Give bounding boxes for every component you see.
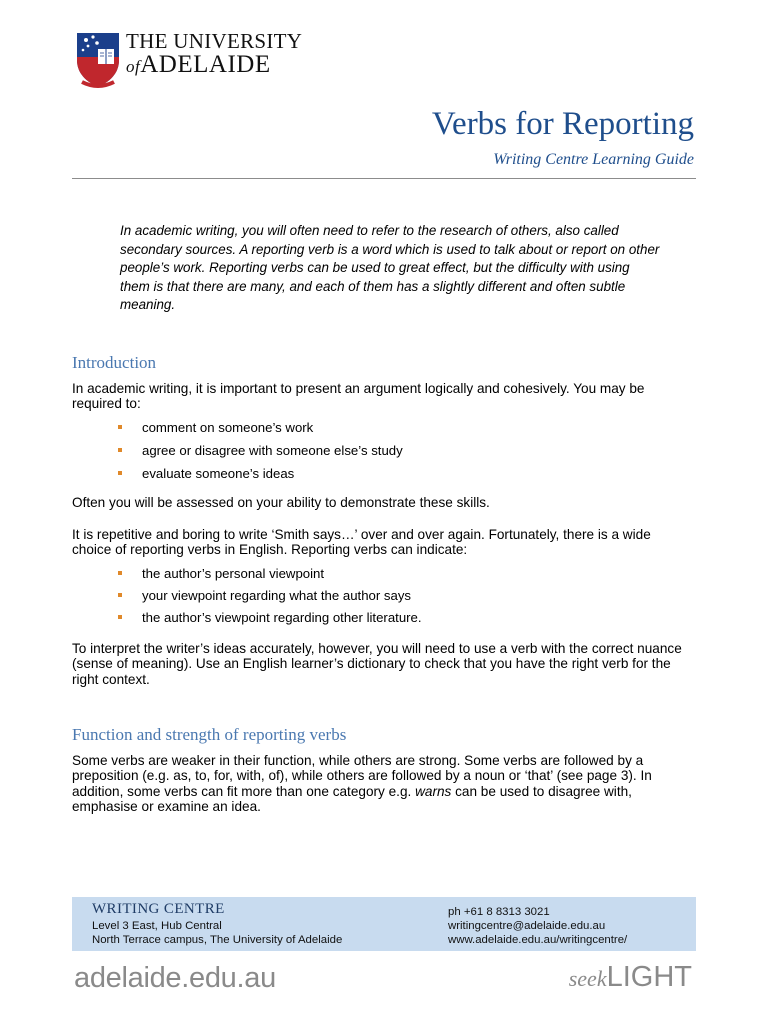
list-item-text: agree or disagree with someone else’s study (142, 443, 403, 458)
function-heading: Function and strength of reporting verbs (72, 725, 347, 744)
function-text: Some verbs are weaker in their function, while others are strong. Some verbs are followed by a preposition (e.g. as, to, for, with, of), while others are followed by a noun or ‘that’ (see page 3). In addition, some verbs can fit more than one category e.g. (72, 753, 652, 799)
footer-email[interactable]: writingcentre@adelaide.edu.au (448, 920, 606, 932)
skills-list (118, 420, 403, 489)
bullet-icon (118, 615, 122, 619)
list-item-text: the author’s viewpoint regarding other literature. (142, 610, 422, 625)
footer-address (92, 919, 342, 947)
list-item (118, 588, 422, 610)
university-logo (74, 29, 303, 94)
function-emphasis: warns (415, 783, 452, 799)
assessment-paragraph: Often you will be assessed on your ability to demonstrate these skills. (72, 495, 490, 510)
site-url[interactable]: adelaide.edu.au (74, 962, 276, 994)
list-item (118, 610, 422, 632)
bullet-icon (118, 471, 122, 475)
list-item (118, 466, 403, 489)
footer-unit-name: WRITING CENTRE (92, 901, 225, 917)
tagline-light: LIGHT (606, 961, 692, 993)
bullet-icon (118, 593, 122, 597)
footer-address-line: North Terrace campus, The University of Adelaide (92, 934, 343, 946)
footer-contact-band (72, 897, 696, 951)
footer-phone: ph +61 8 8313 3021 (448, 906, 550, 918)
logo-adelaide: ADELAIDE (140, 51, 271, 78)
logo-line-adelaide (126, 52, 302, 80)
list-item (118, 420, 403, 443)
footer-address-line: Level 3 East, Hub Central (92, 920, 222, 932)
nuance-paragraph: To interpret the writer’s ideas accurately, however, you will need to use a verb with the correct nuance (sense of meaning). Use an English learner’s dictionary to check that you have the right verb for the right context. (72, 641, 682, 687)
bullet-icon (118, 571, 122, 575)
tagline-seek: seek (568, 966, 607, 991)
logo-line-university: THE UNIVERSITY (126, 29, 303, 53)
bullet-icon (118, 425, 122, 429)
introduction-lead: In academic writing, it is important to present an argument logically and cohesively. You may be required to: (72, 381, 645, 412)
list-item (118, 566, 422, 588)
introduction-heading: Introduction (72, 353, 157, 372)
bullet-icon (118, 448, 122, 452)
repetitive-paragraph: It is repetitive and boring to write ‘Smith says…’ over and over again. Fortunately, there is a wide choice of reporting verbs in English. Reporting verbs can indicate: (72, 527, 651, 558)
list-item-text: the author’s personal viewpoint (142, 566, 325, 581)
list-item-text: evaluate someone’s ideas (142, 466, 295, 481)
title-divider (72, 178, 696, 179)
list-item-text: comment on someone’s work (142, 420, 314, 435)
document-subtitle: Writing Centre Learning Guide (493, 151, 694, 168)
viewpoints-list (118, 566, 422, 632)
tagline (569, 961, 692, 994)
university-crest-icon (74, 30, 122, 92)
document-title: Verbs for Reporting (431, 106, 694, 142)
abstract-paragraph: In academic writing, you will often need to refer to the research of others, also called secondary sources. A reporting verb is a word which is used to talk about or report on other people’s work. Reporting verbs can be used to great effect, but the difficulty with using them is that there are many, and each of them has a slightly different and often subtle meaning. (120, 223, 660, 313)
list-item-text: your viewpoint regarding what the author says (142, 588, 412, 603)
function-paragraph (72, 753, 682, 815)
list-item (118, 443, 403, 466)
footer-contact (448, 905, 627, 947)
logo-of: of (126, 57, 141, 76)
footer-web-link[interactable]: www.adelaide.edu.au/writingcentre/ (448, 934, 628, 946)
function-text-end: can be used to disagree with, emphasise or examine an idea. (72, 783, 632, 815)
